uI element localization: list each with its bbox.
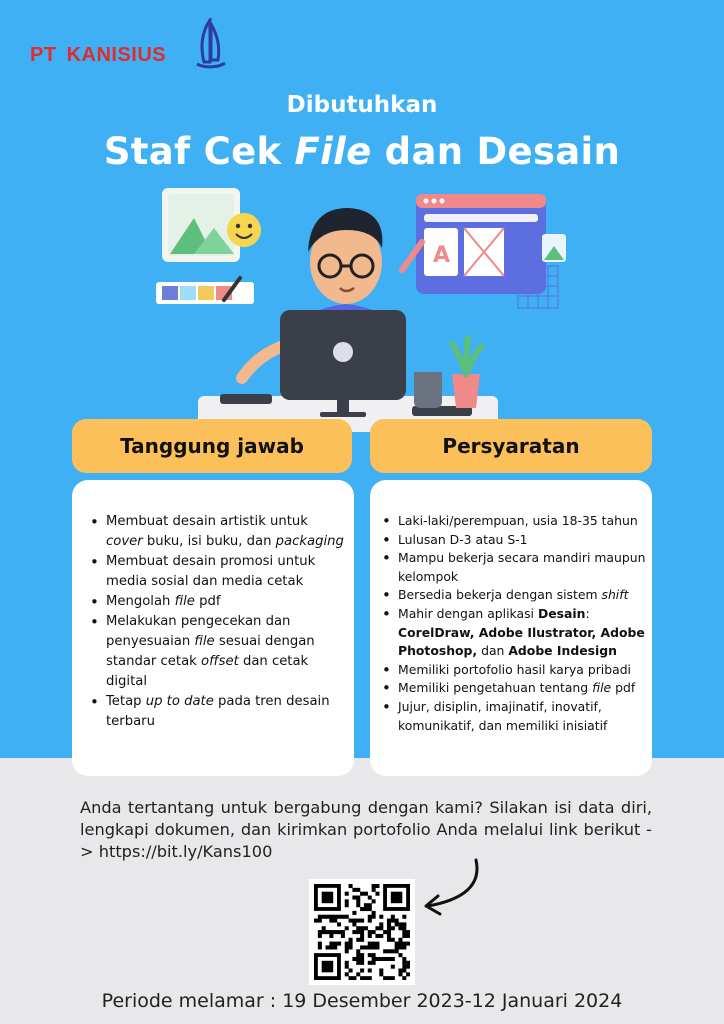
page-subtitle: Dibutuhkan [286, 92, 438, 118]
italic-text: offset [201, 654, 239, 669]
tablet-icon [220, 394, 272, 404]
italic-text: up to date [145, 694, 214, 709]
responsibilities-list [88, 512, 344, 732]
responsibility-item: • Mengolah file pdf [88, 592, 344, 612]
requirement-item: • Laki-laki/perempuan, usia 18-35 tahun [380, 512, 648, 531]
bold-text: CorelDraw, Adobe Ilustrator, Adobe Photoshop, [398, 624, 645, 659]
qr-code-icon [314, 884, 410, 980]
italic-text: file [194, 634, 215, 649]
responsibility-item: • Membuat desain promosi untuk media sosial dan media cetak [88, 552, 344, 592]
requirements-list [380, 512, 648, 735]
requirement-item: • Mampu bekerja secara mandiri maupun kelompok [380, 549, 648, 586]
svg-text:A: A [433, 243, 451, 268]
responsibility-item: • Membuat desain artistik untuk cover buku, isi buku, dan packaging [88, 512, 344, 552]
requirement-item: • Mahir dengan aplikasi Desain: CorelDraw, Adobe Ilustrator, Adobe Photoshop, dan Adobe Indesign [380, 605, 648, 661]
application-period: Periode melamar : 19 Desember 2023-12 Januari 2024 [101, 990, 623, 1012]
requirement-item: • Memiliki pengetahuan tentang file pdf [380, 679, 648, 698]
call-to-action: Anda tertantang untuk bergabung dengan kami? Silakan isi data diri, lengkapi dokumen, dan kirimkan portofolio Anda melalui link berikut -> https://bit.ly/Kans100 [80, 798, 652, 861]
bold-text: Desain [537, 605, 586, 621]
logo-word-pt: PT [30, 43, 57, 66]
designer-illustration [150, 182, 590, 432]
italic-text: cover [106, 534, 143, 549]
italic-text: packaging [275, 534, 344, 549]
company-logo [30, 18, 166, 74]
smiley-icon [227, 213, 261, 247]
responsibilities-card [72, 480, 354, 776]
italic-text: shift [601, 587, 629, 603]
requirements-card [370, 480, 652, 776]
logo-word-kanisius: KANISIUS [66, 43, 167, 66]
title-italic: File [294, 130, 372, 173]
italic-text: file [174, 594, 195, 609]
requirement-item: • Memiliki portofolio hasil karya pribadi [380, 661, 648, 680]
responsibility-item: • Melakukan pengecekan dan penyesuaian file sesuai dengan standar cetak offset dan cetak digital [88, 612, 344, 692]
title-part-2: dan Desain [371, 130, 621, 173]
design-window-icon [402, 194, 566, 308]
title-part-1: Staf Cek [103, 130, 295, 173]
qr-code[interactable] [309, 879, 415, 985]
mug-icon [414, 372, 442, 408]
italic-text: file [592, 680, 612, 696]
sailboat-logo-icon [192, 18, 228, 70]
tab-tanggung-jawab: Tanggung jawab [72, 419, 352, 473]
logo-text [30, 44, 166, 67]
tab-persyaratan: Persyaratan [370, 419, 652, 473]
page-title [0, 130, 724, 173]
arrow-icon [418, 856, 488, 916]
requirement-item: • Jujur, disiplin, imajinatif, inovatif, komunikatif, dan memiliki inisiatif [380, 698, 648, 735]
bold-text: Adobe Indesign [508, 643, 617, 659]
color-palette-icon [156, 278, 254, 304]
responsibility-item: • Tetap up to date pada tren desain terbaru [88, 692, 344, 732]
requirement-item: • Bersedia bekerja dengan sistem shift [380, 586, 648, 605]
requirement-item: • Lulusan D-3 atau S-1 [380, 531, 648, 550]
